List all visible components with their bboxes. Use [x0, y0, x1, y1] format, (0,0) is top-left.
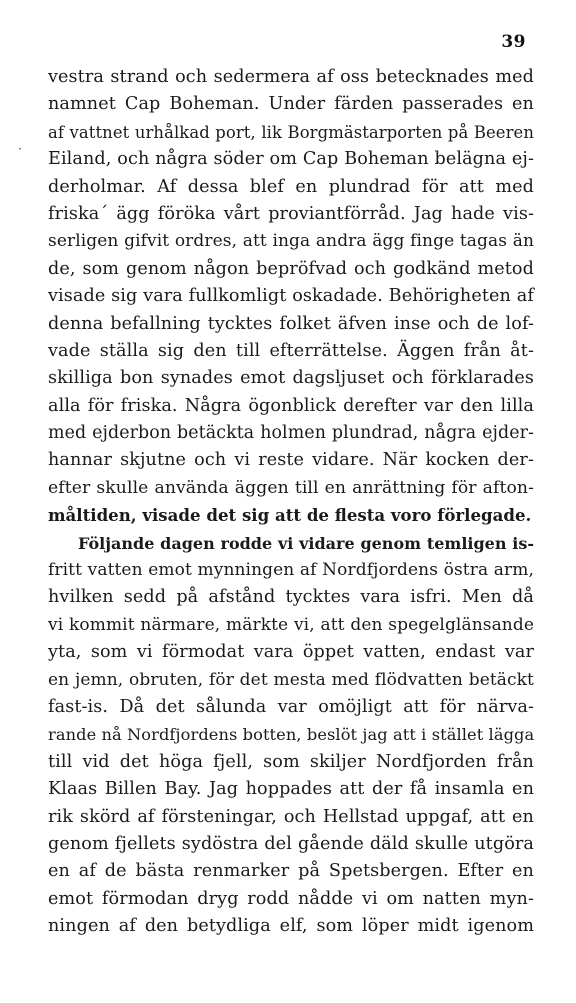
- text-line: rik skörd af försteningar, och Hellstad uppgaf, att en: [48, 806, 534, 827]
- text-line: vestra strand och sedermera af oss betecknades med: [48, 67, 534, 87]
- text-line: emot förmodan dryg rodd nådde vi om natten myn-: [48, 888, 534, 909]
- margin-dot: ·: [18, 142, 22, 156]
- text-line: alla för friska. Några ögonblick derefter var den lilla: [48, 395, 534, 416]
- text-line: vi kommit närmare, märkte vi, att den spegelglänsande: [48, 614, 534, 635]
- text-line: hvilken sedd på afstånd tycktes vara isfri. Men då: [48, 587, 534, 608]
- text-line: en af de bästa renmarker på Spetsbergen. Efter en: [48, 861, 534, 882]
- text-line: till vid det höga fjell, som skiljer Nordfjorden från: [48, 751, 534, 772]
- text-line: friska´ ägg föröka vårt proviantförråd. Jag hade vis-: [48, 203, 534, 224]
- text-line: fritt vatten emot mynningen af Nordfjordens östra arm,: [48, 560, 534, 581]
- text-line: skilliga bon synades emot dagsljuset och förklarades: [48, 368, 534, 389]
- text-line: vade ställa sig den till efterrättelse. Äggen från åt-: [48, 340, 534, 361]
- text-line: genom fjellets sydöstra del gående däld skulle utgöra: [48, 833, 534, 854]
- text-line: namnet Cap Boheman. Under färden passerades en: [48, 94, 534, 115]
- text-line: Eiland, och några söder om Cap Boheman belägna ej-: [48, 149, 534, 170]
- text-line: rande nå Nordfjordens botten, beslöt jag att i stället lägga: [48, 725, 535, 745]
- body-text: [48, 64, 534, 941]
- text-line: de, som genom någon bepröfvad och godkänd metod: [48, 258, 534, 279]
- text-line: en jemn, obruten, för det mesta med flödvatten betäckt: [48, 669, 534, 690]
- text-line: efter skulle använda äggen till en anrättning för afton-: [48, 477, 534, 498]
- text-line: fast-is. Då det sålunda var omöjligt att för närva-: [48, 696, 534, 717]
- text-line: af vattnet urhålkad port, lik Borgmästarporten på Beeren: [48, 122, 534, 142]
- paragraph-start-line: Följande dagen rodde vi vidare genom temligen is-: [78, 533, 534, 553]
- text-line: denna befallning tycktes folket äfven inse och de lof-: [48, 313, 534, 334]
- text-line: visade sig vara fullkomligt oskadade. Behörigheten af: [48, 286, 534, 307]
- paragraph-end-line: måltiden, visade det sig att de flesta voro förlegade.: [48, 505, 532, 526]
- text-line: Klaas Billen Bay. Jag hoppades att der få insamla en: [48, 779, 534, 800]
- text-line: med ejderbon betäckta holmen plundrad, några ejder-: [48, 423, 534, 444]
- text-line: yta, som vi förmodat vara öppet vatten, endast var: [48, 642, 534, 663]
- text-line: ningen af den betydliga elf, som löper midt igenom: [48, 916, 534, 937]
- text-line: serligen gifvit ordres, att inga andra ägg finge tagas än: [48, 231, 534, 252]
- page-number: 39: [501, 32, 526, 52]
- text-line: derholmar. Af dessa blef en plundrad för att med: [48, 176, 534, 197]
- text-line: hannar skjutne och vi reste vidare. När kocken der-: [48, 450, 534, 471]
